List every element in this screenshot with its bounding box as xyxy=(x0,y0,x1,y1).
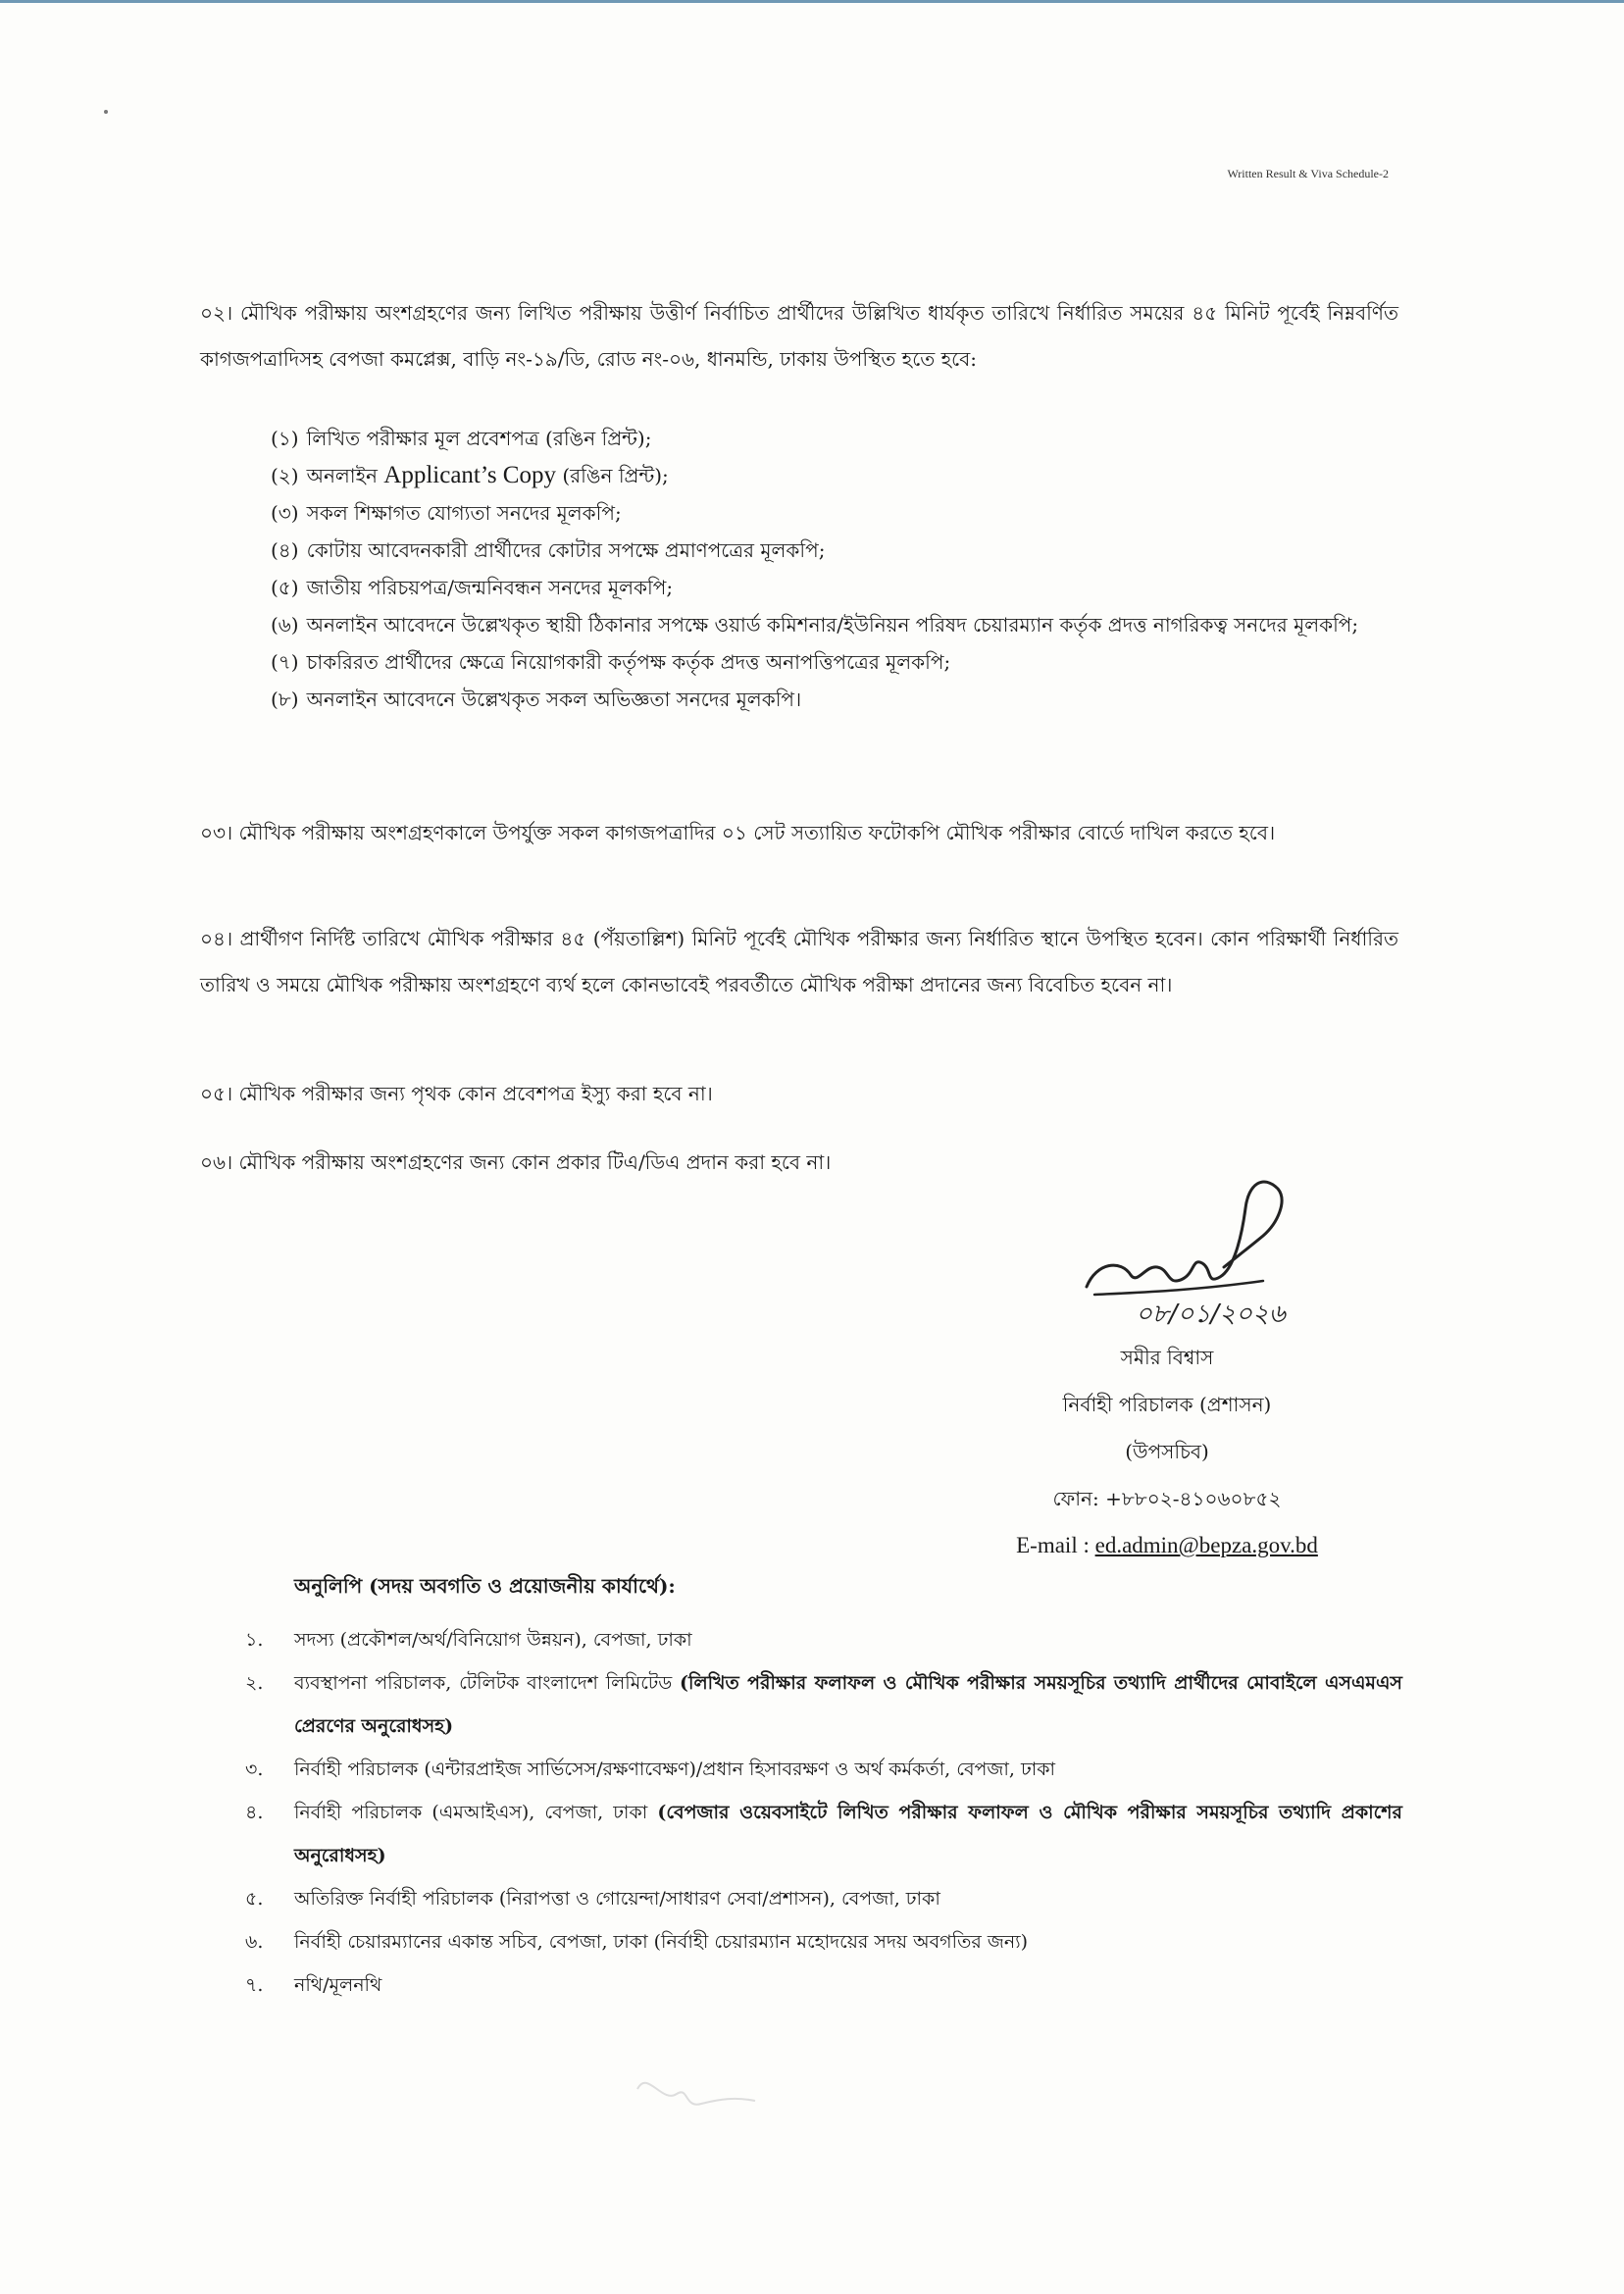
list-item: (১) লিখিত পরীক্ষার মূল প্রবেশপত্র (রঙিন প্রিন্ট); xyxy=(271,427,652,450)
list-item: ৪. নির্বাহী পরিচালক (এমআইএস), বেপজা, ঢাকা (বেপজার ওয়েবসাইটে লিখিত পরীক্ষার ফলাফল ও মৌখিক পরীক্ষার সময়সূচির তথ্যাদি প্রকাশের অনুরোধসহ) xyxy=(245,1802,1403,1866)
list-item: ৬. নির্বাহী চেয়ারম্যানের একান্ত সচিব, বেপজা, ঢাকা (নির্বাহী চেয়ারম্যান মহোদয়ের সদয় অবগতির জন্য) xyxy=(245,1931,1029,1953)
list-item: (৪) কোটায় আবেদনকারী প্রার্থীদের কোটার সপক্ষে প্রমাণপত্রের মূলকপি; xyxy=(271,538,826,562)
signatory-designation: নির্বাহী পরিচালক (প্রশাসন) xyxy=(1062,1393,1272,1416)
header-reference: Written Result & Viva Schedule-2 xyxy=(1227,167,1389,180)
list-item: ৩. নির্বাহী পরিচালক (এন্টারপ্রাইজ সার্ভিসেস/রক্ষণাবেক্ষণ)/প্রধান হিসাবরক্ষণ ও অর্থ কর্মকর্তা, বেপজা, ঢাকা xyxy=(245,1759,1056,1780)
list-item: (২) অনলাইন Applicant’s Copy (রঙিন প্রিন্ট); xyxy=(271,462,669,488)
signatory-rank: (উপসচিব) xyxy=(1125,1440,1209,1463)
list-item: ২. ব্যবস্থাপনা পরিচালক, টেলিটক বাংলাদেশ লিমিটেড (লিখিত পরীক্ষার ফলাফল ও মৌখিক পরীক্ষার সময়সূচির তথ্যাদি প্রার্থীদের মোবাইলে এসএমএস প্রেরণের অনুরোধসহ) xyxy=(245,1672,1402,1737)
handwritten-signature xyxy=(1077,1169,1371,1336)
handwritten-date: ০৮/০১/২০২৬ xyxy=(1136,1300,1286,1329)
list-item: (৫) জাতীয় পরিচয়পত্র/জন্মনিবন্ধন সনদের মূলকপি; xyxy=(271,576,674,599)
list-item: (৭) চাকরিরত প্রার্থীদের ক্ষেত্রে নিয়োগকারী কর্তৃপক্ষ কর্তৃক প্রদত্ত অনাপত্তিপত্রের মূলকপি; xyxy=(271,650,951,674)
email-link[interactable]: ed.admin@bepza.gov.bd xyxy=(1094,1533,1318,1557)
signatory-name: সমীর বিশ্বাস xyxy=(1120,1346,1214,1369)
faint-pencil-mark xyxy=(628,2050,765,2118)
list-item: ৭. নথি/মূলনথি xyxy=(245,1974,382,1996)
paragraph-04: ০৪। প্রার্থীগণ নির্দিষ্ট তারিখে মৌখিক পরীক্ষার ৪৫ (পঁয়তাল্লিশ) মিনিট পূর্বেই মৌখিক পরীক্ষার জন্য নির্ধারিত স্থানে উপস্থিত হবেন। কোন পরিক্ষার্থী নির্ধারিত তারিখ ও সময়ে মৌখিক পরীক্ষায় অংশগ্রহণে ব্যর্থ হলে কোনভাবেই পরবর্তীতে মৌখিক পরীক্ষা প্রদানের জন্য বিবেচিত হবেন না। xyxy=(200,927,1398,996)
paragraph-02: ০২। মৌখিক পরীক্ষায় অংশগ্রহণের জন্য লিখিত পরীক্ষায় উত্তীর্ণ নির্বাচিত প্রার্থীদের উল্লিখিত ধার্যকৃত তারিখে নির্ধারিত সময়ের ৪৫ মিনিট পূর্বেই নিম্নবর্ণিত কাগজপত্রাদিসহ বেপজা কমপ্লেক্স, বাড়ি নং-১৯/ডি, রোড নং-০৬, ধানমন্ডি, ঢাকায় উপস্থিত হতে হবে: xyxy=(200,301,1398,371)
signatory-phone: ফোন: +৮৮০২-৪১০৬০৮৫২ xyxy=(1052,1487,1282,1510)
required-documents-list xyxy=(271,420,1398,718)
copy-distribution-title: অনুলিপি (সদয় অবগতি ও প্রয়োজনীয় কার্যার্থে): xyxy=(294,1574,676,1598)
signature-block xyxy=(961,1334,1373,1569)
paragraph-06: ০৬। মৌখিক পরীক্ষায় অংশগ্রহণের জন্য কোন প্রকার টিএ/ডিএ প্রদান করা হবে না। xyxy=(200,1150,832,1174)
list-item: (৮) অনলাইন আবেদনে উল্লেখকৃত সকল অভিজ্ঞতা সনদের মূলকপি। xyxy=(271,688,802,711)
scan-dot-mark xyxy=(104,110,108,114)
list-item: ১. সদস্য (প্রকৌশল/অর্থ/বিনিয়োগ উন্নয়ন), বেপজা, ঢাকা xyxy=(245,1629,692,1651)
list-item: (৩) সকল শিক্ষাগত যোগ্যতা সনদের মূলকপি; xyxy=(271,501,622,525)
list-item: ৫. অতিরিক্ত নির্বাহী পরিচালক (নিরাপত্তা ও গোয়েন্দা/সাধারণ সেবা/প্রশাসন), বেপজা, ঢাকা xyxy=(245,1888,940,1910)
signatory-email-line: E-mail : ed.admin@bepza.gov.bd xyxy=(1016,1533,1318,1557)
copy-distribution-list xyxy=(245,1618,1402,2007)
list-item: (৬) অনলাইন আবেদনে উল্লেখকৃত স্থায়ী ঠিকানার সপক্ষে ওয়ার্ড কমিশনার/ইউনিয়ন পরিষদ চেয়ারম্যান কর্তৃক প্রদত্ত নাগরিকত্ব সনদের মূলকপি; xyxy=(271,613,1359,637)
paragraph-05: ০৫। মৌখিক পরীক্ষার জন্য পৃথক কোন প্রবেশপত্র ইস্যু করা হবে না। xyxy=(200,1082,713,1105)
paragraph-03: ০৩। মৌখিক পরীক্ষায় অংশগ্রহণকালে উপর্যুক্ত সকল কাগজপত্রাদির ০১ সেট সত্যায়িত ফটোকপি মৌখিক পরীক্ষার বোর্ডে দাখিল করতে হবে। xyxy=(200,821,1276,844)
scan-edge-line xyxy=(0,0,1624,3)
